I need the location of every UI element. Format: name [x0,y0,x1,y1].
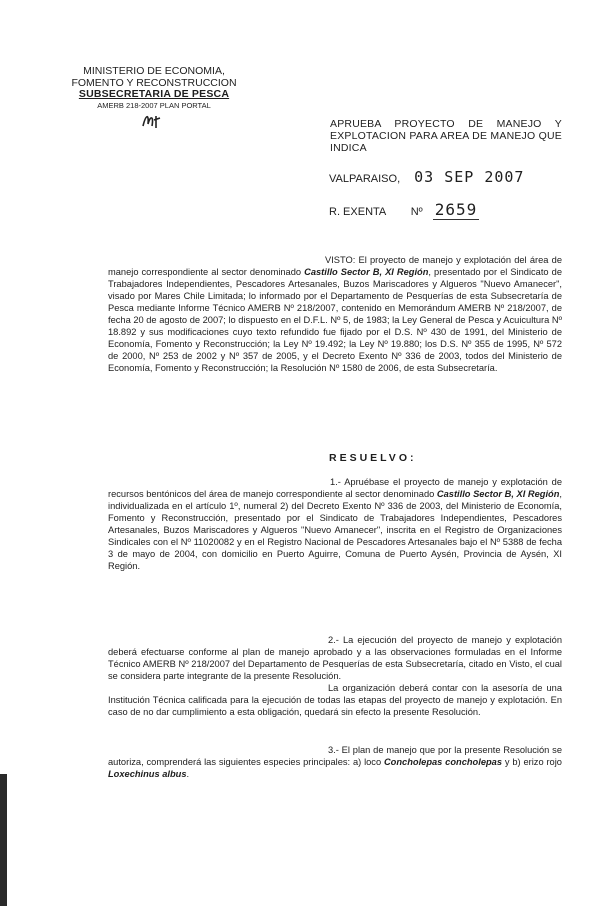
scan-edge-bar [0,774,7,906]
exenta-label: R. EXENTA [329,206,387,218]
article-3-lead: 3.- El plan de manejo que por la presente Resolución se autoriza, comprenderá las siguientes especies principales: a) loco [108,745,562,767]
article-1-sector: Castillo Sector B, XI Región [436,489,560,499]
visto-text-1: El proyecto de manejo y explotación del área de manejo correspondiente al sector denominado [108,255,562,277]
document-title: APRUEBA PROYECTO DE MANEJO Y EXPLOTACION PARA AREA DE MANEJO QUE INDICA [330,118,562,154]
article-1-rest: , individualizada en el artículo 1º, numeral 2) del Decreto Exento Nº 336 de 2003, del Ministerio de Economía, Fomento y Reconstrucción, presentado por el Sindicato de Trabajadores Independientes, Pescadores Artesanales, Buzos Mariscadores y Algueros "Nuevo Amanecer", inscrita en el Registro de Organizaciones Sindicales con el Nº 11020082 y en el Registro Nacional de Pescadores Artesanales bajo el Nº 5388 de fecha 3 de mayo de 2004, con domicilio en Puerto Aguirre, Comuna de Puerto Aysén, Provincia de Aysén, XI Región. [108,489,562,571]
visto-label: VISTO: [325,255,356,265]
article-3 [108,744,562,780]
ministry-header [64,66,244,110]
article-2-second [108,682,562,718]
article-3-middle: y b) erizo rojo [504,757,562,767]
subsecretaria-name: SUBSECRETARIA DE PESCA [78,88,230,100]
species-loco: Concholepas concholepas [383,757,503,767]
place-date-line [329,168,524,186]
resuelvo-heading: RESUELVO: [329,452,417,464]
visto-paragraph [108,254,562,374]
date-stamp: 03 SEP 2007 [414,168,525,186]
article-2-second-text: La organización deberá contar con la asesoría de una Institución Técnica calificada para la ejecución de todas las etapas del proyecto de manejo y explotación. En caso de no dar cumplimiento a esta obligación, quedará sin efecto la presente Resolución. [108,683,562,717]
species-erizo: Loxechinus albus [108,769,187,779]
initials-signature [140,110,162,132]
visto-sector: Castillo Sector B, XI Región [304,267,429,277]
article-1 [108,476,562,572]
ministry-name-line2: FOMENTO Y RECONSTRUCCION [71,76,237,89]
resolution-number: 2659 [434,200,478,219]
article-2-lead: 2.- La ejecución del proyecto de manejo y explotación deberá efectuarse conforme al plan de manejo aprobado y a las observaciones formuladas en el Informe Técnico AMERB Nº 218/2007 del Departamento de Pesquerías de esta Subsecretaría, citado en Visto, el cual se considera parte integrante de la presente Resolución. [108,635,562,681]
reference-code: AMERB 218-2007 PLAN PORTAL [97,100,211,110]
article-2 [108,634,562,682]
visto-text-2: , presentado por el Sindicato de Trabajadores Independientes, Pescadores Artesanales, Buzos Mariscadores y Algueros "Nuevo Amanecer", visado por Mares Chile Limitada; lo informado por el Departamento de Pesquerías de esta Subsecretaría de Pesca mediante Informe Técnico AMERB Nº 218/2007, contenido en Memorándum AMERB Nº 218/2007, de fecha 20 de agosto de 2007; lo dispuesto en el D.F.L. Nº 5, de 1983; la Ley General de Pesca y Acuicultura Nº 18.892 y sus modificaciones cuyo texto refundido fue fijado por el D.S. Nº 430 de 1991, del Ministerio de Economía, Fomento y Reconstrucción; la Ley Nº 19.492; la Ley Nº 19.880; los D.S. Nº 355 de 1995, Nº 572 de 2000, Nº 253 de 2002 y Nº 357 de 2005, y el Decreto Exento Nº 336 de 2003, todos del Ministerio de Economía, Fomento y Reconstrucción; la Resolución Nº 1580 de 2006, de esta Subsecretaría. [108,267,562,373]
place-label: VALPARAISO, [329,173,401,185]
exenta-line [329,200,479,220]
article-3-end: . [186,769,190,779]
ministry-name-line1: MINISTERIO DE ECONOMIA, [83,65,225,77]
article-1-lead: 1.- Apruébase el proyecto de manejo y explotación de recursos bentónicos del área de manejo correspondiente al sector denominado [108,477,562,499]
number-label: Nº [410,206,423,218]
